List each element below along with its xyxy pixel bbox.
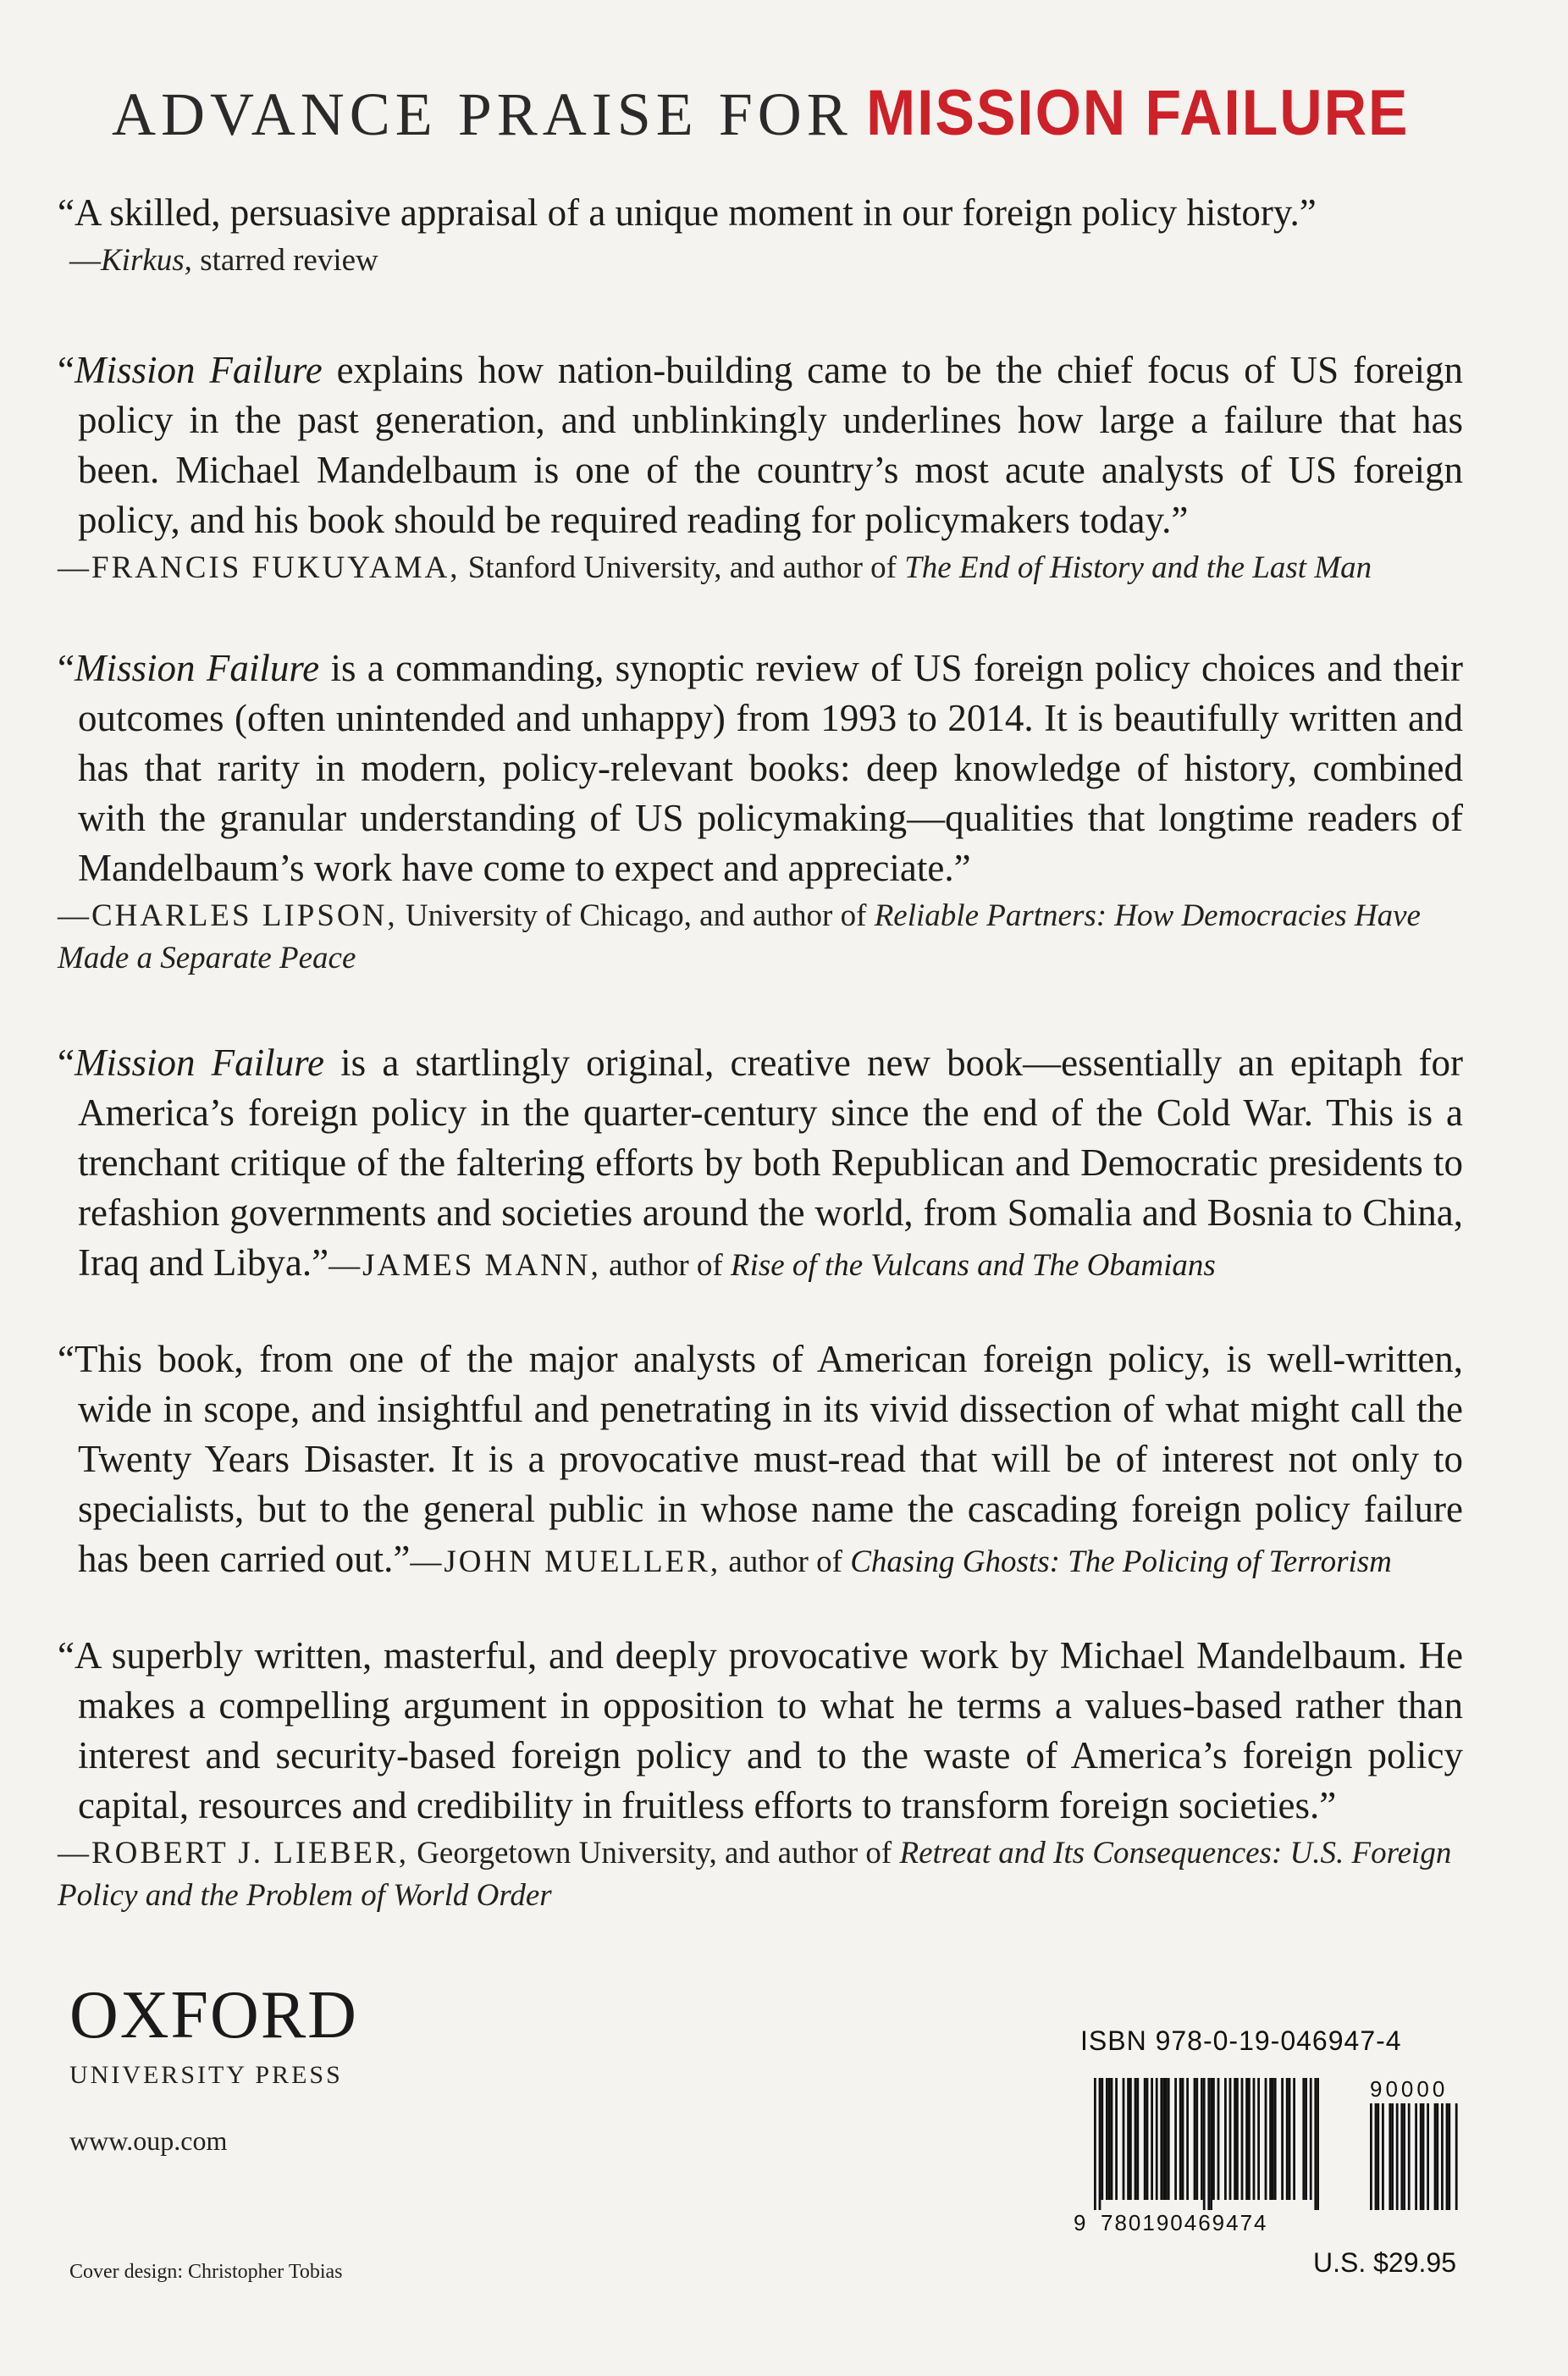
- praise-attribution: [58, 1832, 1463, 1917]
- publisher-subname: UNIVERSITY PRESS: [69, 2061, 343, 2089]
- barcode: [1072, 2075, 1461, 2235]
- attribution-source: Kirkus,: [101, 243, 192, 278]
- barcode-addon-bar: [1446, 2103, 1449, 2210]
- barcode-bar: [1241, 2078, 1244, 2200]
- quote-text: is a startlingly original, creative new book—essentially an epitaph for America’s foreign policy in the quarter-century since the end of the Cold War. This is a trenchant critique of the faltering efforts by both Republican and Democratic presidents to refashion governments and societies around the world, from Somalia and Bosnia to China, Iraq and Libya.”: [78, 1042, 1464, 1284]
- barcode-addon-bar: [1396, 2103, 1399, 2210]
- attribution-book: The End of History and the Last Man: [904, 550, 1372, 585]
- attribution-book: Reliable Partners: How Democracies Have Made a Separate Peace: [58, 898, 1421, 975]
- barcode-bar: [1286, 2078, 1289, 2200]
- barcode-bar: [1195, 2078, 1198, 2200]
- praise-quote: “Mission Failure is a startlingly original, creative new book—essentially an epitaph for America’s foreign policy in the quarter-century since the end of the Cold War. This is a trenchant critique of the faltering efforts by both Republican and Democratic presidents to refashion governments and societies around the world, from Somalia and Bosnia to China, Iraq and Libya.”—JAMES MANN, author of Rise of the Vulcans and The Obamians: [58, 1042, 1464, 1284]
- barcode-bar: [1144, 2078, 1146, 2200]
- barcode-bar: [1248, 2078, 1251, 2200]
- barcode-bar: [1265, 2078, 1267, 2200]
- barcode-bar: [1136, 2078, 1139, 2200]
- barcode-addon-bar: [1375, 2103, 1378, 2210]
- cover-credit: Cover design: Christopher Tobias: [69, 2261, 343, 2283]
- attribution-affiliation: author of: [721, 1544, 851, 1579]
- barcode-addon-bar: [1427, 2103, 1429, 2210]
- quote-text: “This book, from one of the major analysts of American foreign policy, is well-written, wide in scope, and insightful and penetrating in its vivid dissection of what might call the Twenty Years Disaster. It is a provocative must-read that will be of interest not only to specialists, but to the general public in whose name the cascading foreign policy failure has been carried out.”: [58, 1338, 1463, 1580]
- barcode-addon-bar: [1391, 2103, 1394, 2210]
- attribution-affiliation: Georgetown University, and author of: [408, 1836, 900, 1870]
- barcode-bar: [1281, 2078, 1284, 2200]
- barcode-bar: [1174, 2078, 1177, 2200]
- barcode-addon-bar: [1420, 2103, 1422, 2210]
- barcode-bar: [1314, 2078, 1317, 2210]
- barcode-addon-bar: [1448, 2103, 1450, 2210]
- barcode-bar: [1101, 2078, 1103, 2200]
- barcode-bar: [1274, 2078, 1277, 2200]
- barcode-bar: [1210, 2078, 1212, 2210]
- publisher-url: www.oup.com: [69, 2125, 228, 2156]
- barcode-bar: [1236, 2078, 1239, 2200]
- praise-attribution: [58, 240, 1463, 282]
- attribution-name: —JAMES MANN,: [329, 1248, 601, 1283]
- barcode-bar: [1099, 2078, 1101, 2210]
- praise-attribution: [58, 547, 1463, 589]
- attribution-name: —ROBERT J. LIEBER,: [58, 1836, 409, 1870]
- barcode-addon-bar: [1389, 2103, 1391, 2210]
- price: U.S. $29.95: [1313, 2247, 1456, 2278]
- barcode-bar: [1179, 2078, 1182, 2200]
- barcode-bar: [1111, 2078, 1113, 2200]
- barcode-bar: [1245, 2078, 1248, 2200]
- barcode-bar: [1293, 2078, 1295, 2200]
- attribution-name: —JOHN MUELLER,: [410, 1544, 721, 1579]
- quote-text: explains how nation-building came to be the chief focus of US foreign policy in the past generation, and unblinkingly underlines how large a failure that has been. Michael Mandelbaum is one of the country’s most acute analysts of US foreign policy, and his book should be required reading for policymakers today.”: [78, 349, 1463, 541]
- quote-book-title: Mission Failure: [74, 349, 323, 391]
- barcode-bar: [1212, 2078, 1215, 2200]
- barcode-bar: [1094, 2078, 1096, 2210]
- barcode-addon-bar: [1441, 2103, 1444, 2210]
- praise-quote: “A skilled, persuasive appraisal of a unique moment in our foreign policy history.”: [58, 191, 1317, 234]
- barcode-bar: [1162, 2078, 1165, 2200]
- barcode-main-digits: 780190469474: [1101, 2210, 1268, 2235]
- barcode-addon-bar: [1403, 2103, 1405, 2210]
- barcode-bar: [1224, 2078, 1227, 2200]
- barcode-bar: [1207, 2078, 1210, 2210]
- publisher-logo: [69, 1978, 358, 2090]
- attribution-book: Retreat and Its Consequences: U.S. Foreign Policy and the Problem of World Order: [58, 1836, 1452, 1913]
- attribution-affiliation: Stanford University, and author of: [460, 550, 905, 585]
- barcode-addon-digits: 90000: [1370, 2076, 1449, 2102]
- praise-quote: “Mission Failure is a commanding, synoptic review of US foreign policy choices and their outcomes (often unintended and unhappy) from 1993 to 2014. It is beautifully written and has that rarity in modern, policy-relevant books: deep knowledge of history, combined with the granular understanding of US policymaking—qualities that longtime readers of Mandelbaum’s work have come to expect and appreciate.”: [58, 647, 1463, 889]
- quote-book-title: Mission Failure: [74, 1042, 324, 1084]
- barcode-addon-bar: [1434, 2103, 1437, 2210]
- praise-block-kirkus: [58, 188, 1463, 282]
- barcode-bar: [1156, 2078, 1158, 2200]
- barcode-addon-bar: [1455, 2103, 1458, 2210]
- praise-block-lipson: [58, 644, 1463, 980]
- barcode-bar: [1257, 2078, 1260, 2200]
- praise-block-fukuyama: [58, 345, 1463, 589]
- barcode-bar: [1194, 2078, 1196, 2200]
- barcode-addon-bar: [1400, 2103, 1403, 2210]
- barcode-addon-bar: [1382, 2103, 1384, 2210]
- barcode-bar: [1302, 2078, 1305, 2200]
- attribution-name: —FRANCIS FUKUYAMA,: [58, 550, 461, 585]
- barcode-bar: [1135, 2078, 1137, 2200]
- praise-quote: “A superbly written, masterful, and deeply provocative work by Michael Mandelbaum. He makes a compelling argument in opposition to what he terms a values-based rather than interest and security-based foreign policy and to the waste of America’s foreign policy capital, resources and credibility in fruitless efforts to transform foreign societies.”: [58, 1634, 1463, 1826]
- barcode-bar: [1201, 2078, 1203, 2200]
- publisher-name: OXFORD: [69, 1978, 358, 2053]
- praise-attribution: [58, 895, 1463, 980]
- barcode-bar: [1305, 2078, 1307, 2200]
- barcode-bar: [1160, 2078, 1162, 2200]
- barcode-addon-bar: [1422, 2103, 1425, 2210]
- barcode-addon-bar: [1370, 2103, 1372, 2210]
- barcode-bar: [1289, 2078, 1291, 2200]
- cover-heading: [0, 77, 1568, 149]
- barcode-bar: [1310, 2078, 1312, 2200]
- attribution-affiliation: author of: [600, 1248, 731, 1283]
- barcode-bar: [1272, 2078, 1274, 2200]
- barcode-addon-bar: [1415, 2103, 1417, 2210]
- barcode-bar: [1217, 2078, 1220, 2200]
- barcode-bar: [1146, 2078, 1149, 2200]
- barcode-lead-digit: 9: [1074, 2210, 1086, 2235]
- attribution-affiliation: University of Chicago, and author of: [397, 898, 875, 933]
- barcode-bar: [1269, 2078, 1272, 2200]
- barcode-bar: [1129, 2078, 1132, 2200]
- attribution-dash: —: [69, 243, 101, 278]
- attribution-name: —CHARLES LIPSON,: [58, 898, 398, 933]
- barcode-bar: [1106, 2078, 1108, 2200]
- quote-book-title: Mission Failure: [74, 647, 320, 689]
- barcode-bar: [1182, 2078, 1184, 2200]
- attribution-rest: starred review: [191, 243, 378, 278]
- barcode-addon-bar: [1436, 2103, 1438, 2210]
- attribution-book: Rise of the Vulcans and The Obamians: [730, 1248, 1216, 1283]
- praise-block-mann: [58, 1038, 1463, 1290]
- praise-quote: “Mission Failure explains how nation-building came to be the chief focus of US foreign policy in the past generation, and unblinkingly underlines how large a failure that has been. Michael Mandelbaum is one of the country’s most acute analysts of US foreign policy, and his book should be required reading for policymakers today.”: [58, 349, 1463, 541]
- barcode-bar: [1168, 2078, 1170, 2200]
- barcode-bar: [1186, 2078, 1189, 2200]
- barcode-addon-bar: [1408, 2103, 1411, 2210]
- barcode-bar: [1108, 2078, 1111, 2200]
- barcode-bar: [1127, 2078, 1129, 2200]
- barcode-bar: [1229, 2078, 1232, 2200]
- quote-text: is a commanding, synoptic review of US foreign policy choices and their outcomes (often unintended and unhappy) from 1993 to 2014. It is beautifully written and has that rarity in modern, policy-relevant books: deep knowledge of history, combined with the granular understanding of US policymaking—qualities that longtime readers of Mandelbaum’s work have come to expect and appreciate.”: [78, 647, 1463, 889]
- book-title: MISSION FAILURE: [865, 77, 1410, 149]
- praise-block-mueller: [58, 1334, 1463, 1587]
- barcode-bar: [1253, 2078, 1256, 2200]
- attribution-book: Chasing Ghosts: The Policing of Terrorism: [850, 1544, 1392, 1579]
- barcode-bar: [1151, 2078, 1153, 2200]
- barcode-bar: [1165, 2078, 1168, 2200]
- praise-block-lieber: [58, 1631, 1463, 1917]
- barcode-bar: [1317, 2078, 1319, 2210]
- barcode-bar: [1203, 2078, 1206, 2210]
- praise-quote: [58, 1334, 1463, 1587]
- barcode-bar: [1115, 2078, 1118, 2200]
- barcode-bar: [1234, 2078, 1236, 2200]
- isbn-label: ISBN 978-0-19-046947-4: [1080, 2025, 1402, 2056]
- barcode-bar: [1123, 2078, 1125, 2200]
- barcode-addon-bar: [1377, 2103, 1379, 2210]
- heading-lead: ADVANCE PRAISE FOR: [112, 80, 853, 148]
